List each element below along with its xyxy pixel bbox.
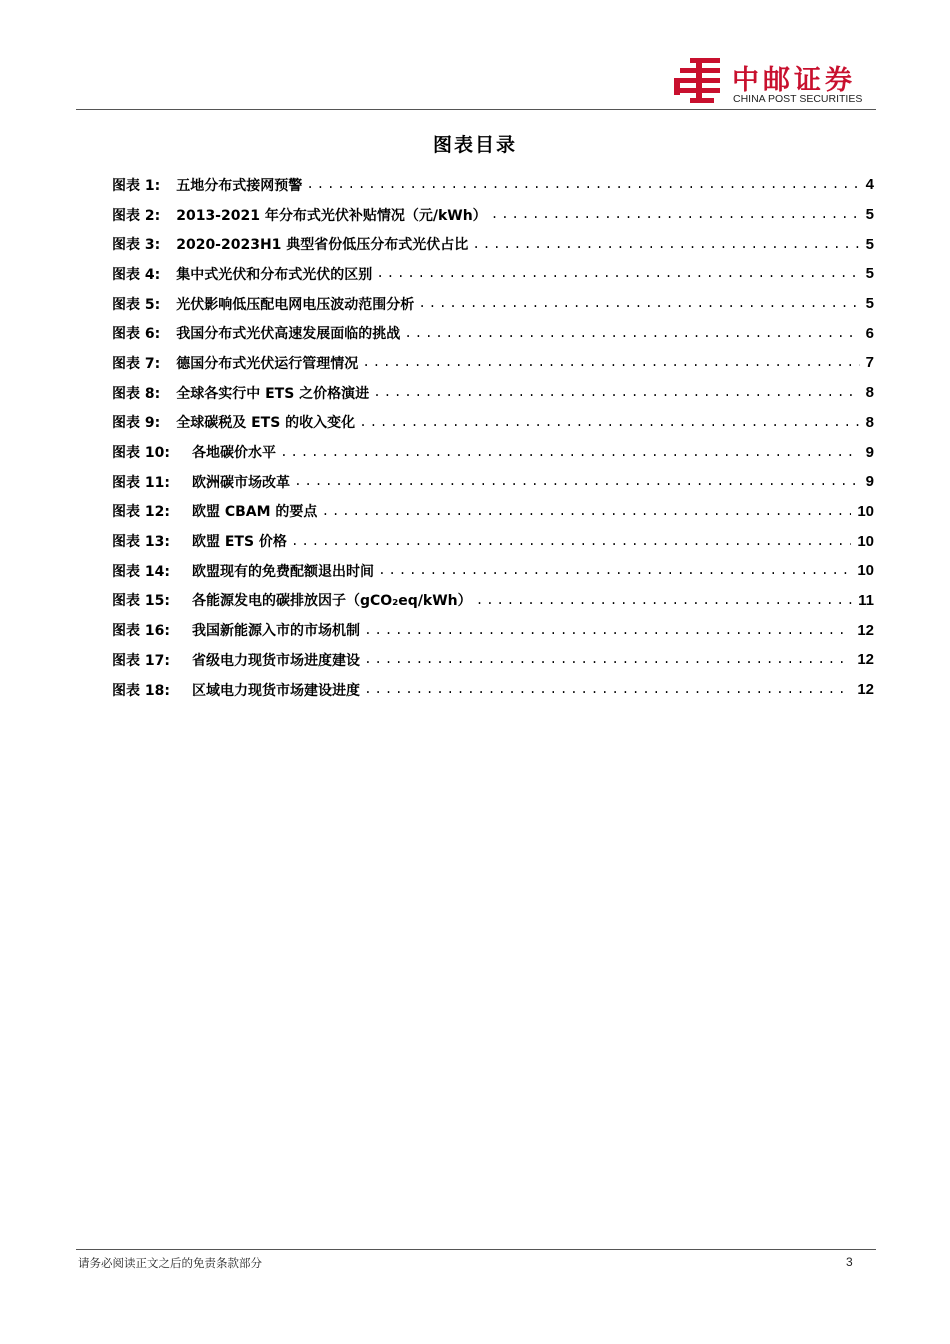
toc-item-title: 我国分布式光伏高速发展面临的挑战 — [176, 326, 401, 343]
toc-item[interactable] — [112, 200, 874, 230]
toc-item-title: 全球碳税及 ETS 的收入变化 — [176, 415, 356, 432]
footer-page-number: 3 — [846, 1255, 853, 1269]
toc-item[interactable] — [112, 318, 874, 348]
toc-item-label: 图表 11: — [112, 474, 170, 491]
toc-item[interactable] — [112, 556, 874, 586]
toc-leader-dots — [280, 445, 860, 460]
toc-item-label: 图表 16: — [112, 623, 170, 640]
toc-leader-dots — [321, 504, 851, 519]
toc-leader-dots — [306, 177, 859, 192]
toc-item-page: 11 — [858, 591, 874, 609]
logo-chinese-name: 中邮证券 — [732, 65, 856, 96]
toc-item-page: 5 — [865, 206, 874, 224]
table-of-figures — [112, 170, 874, 704]
toc-item-label: 图表 5: — [112, 296, 161, 313]
toc-leader-dots — [373, 385, 859, 400]
toc-item-label: 图表 9: — [112, 415, 161, 432]
toc-item-page: 12 — [857, 651, 874, 669]
toc-leader-dots — [418, 296, 859, 311]
company-logo — [672, 56, 882, 106]
toc-item-label: 图表 1: — [112, 177, 161, 194]
toc-item-title: 五地分布式接网预警 — [176, 177, 303, 194]
toc-item-page: 10 — [857, 562, 874, 580]
toc-leader-dots — [472, 237, 859, 252]
toc-item-title: 欧盟现有的免费配额退出时间 — [191, 563, 374, 580]
toc-item[interactable] — [112, 229, 874, 259]
toc-item-page: 6 — [865, 324, 874, 342]
toc-item-label: 图表 2: — [112, 207, 161, 224]
toc-item-page: 5 — [865, 295, 874, 313]
toc-item-page: 8 — [865, 413, 874, 431]
toc-leader-dots — [291, 534, 851, 549]
toc-leader-dots — [362, 355, 859, 370]
toc-item-label: 图表 13: — [112, 534, 170, 551]
toc-item-page: 4 — [865, 176, 874, 194]
toc-item-label: 图表 14: — [112, 563, 170, 580]
toc-item-page: 12 — [857, 681, 874, 699]
header-divider — [76, 109, 876, 110]
toc-item-title: 我国新能源入市的市场机制 — [191, 623, 360, 640]
toc-item-title: 光伏影响低压配电网电压波动范围分析 — [176, 296, 415, 313]
china-post-logo-icon — [672, 56, 724, 106]
toc-item[interactable] — [112, 615, 874, 645]
toc-item-title: 欧盟 CBAM 的要点 — [191, 504, 318, 521]
toc-item-label: 图表 3: — [112, 237, 161, 254]
toc-item[interactable] — [112, 259, 874, 289]
toc-item[interactable] — [112, 289, 874, 319]
toc-item[interactable] — [112, 645, 874, 675]
toc-item-label: 图表 18: — [112, 682, 170, 699]
toc-leader-dots — [376, 266, 859, 281]
toc-item-page: 12 — [857, 621, 874, 639]
toc-item-label: 图表 6: — [112, 326, 161, 343]
logo-english-name: CHINA POST SECURITIES — [733, 93, 863, 105]
toc-item-title: 集中式光伏和分布式光伏的区别 — [176, 266, 373, 283]
toc-item[interactable] — [112, 378, 874, 408]
toc-item[interactable] — [112, 586, 874, 616]
footer-divider — [76, 1249, 876, 1250]
toc-item[interactable] — [112, 526, 874, 556]
toc-item[interactable] — [112, 437, 874, 467]
toc-item-title: 欧洲碳市场改革 — [191, 474, 290, 491]
toc-item-page: 9 — [865, 473, 874, 491]
toc-item-page: 10 — [857, 532, 874, 550]
toc-title: 图表目录 — [432, 134, 517, 156]
toc-item-title: 省级电力现货市场进度建设 — [191, 652, 360, 669]
toc-item-page: 5 — [865, 265, 874, 283]
toc-item-label: 图表 7: — [112, 355, 161, 372]
toc-item-title: 2020-2023H1 典型省份低压分布式光伏占比 — [176, 237, 469, 254]
toc-item-label: 图表 12: — [112, 504, 170, 521]
toc-item-label: 图表 4: — [112, 266, 161, 283]
footer-disclaimer: 请务必阅读正文之后的免责条款部分 — [78, 1256, 262, 1270]
toc-leader-dots — [294, 474, 860, 489]
toc-item-page: 8 — [865, 384, 874, 402]
toc-item-title: 欧盟 ETS 价格 — [191, 534, 287, 551]
toc-item[interactable] — [112, 467, 874, 497]
toc-item-title: 2013-2021 年分布式光伏补贴情况（元/kWh） — [176, 207, 487, 224]
toc-item-label: 图表 10: — [112, 445, 170, 462]
toc-leader-dots — [378, 563, 851, 578]
toc-item-page: 9 — [865, 443, 874, 461]
toc-leader-dots — [364, 682, 851, 697]
toc-leader-dots — [364, 623, 851, 638]
toc-item-title: 各能源发电的碳排放因子（gCO₂eq/kWh） — [191, 593, 472, 610]
toc-item-page: 10 — [857, 502, 874, 520]
toc-item-page: 7 — [865, 354, 874, 372]
toc-leader-dots — [476, 593, 852, 608]
toc-item[interactable] — [112, 675, 874, 705]
toc-item[interactable] — [112, 348, 874, 378]
toc-item-title: 全球各实行中 ETS 之价格演进 — [176, 385, 370, 402]
toc-item-label: 图表 17: — [112, 652, 170, 669]
toc-leader-dots — [404, 326, 859, 341]
toc-leader-dots — [364, 652, 851, 667]
toc-item-page: 5 — [865, 235, 874, 253]
toc-leader-dots — [491, 207, 860, 222]
toc-item[interactable] — [112, 408, 874, 438]
toc-item-label: 图表 15: — [112, 593, 170, 610]
toc-item-label: 图表 8: — [112, 385, 161, 402]
toc-item[interactable] — [112, 170, 874, 200]
toc-item-title: 区域电力现货市场建设进度 — [191, 682, 360, 699]
toc-item-title: 德国分布式光伏运行管理情况 — [176, 355, 359, 372]
toc-item[interactable] — [112, 497, 874, 527]
toc-item-title: 各地碳价水平 — [191, 445, 276, 462]
toc-leader-dots — [359, 415, 859, 430]
